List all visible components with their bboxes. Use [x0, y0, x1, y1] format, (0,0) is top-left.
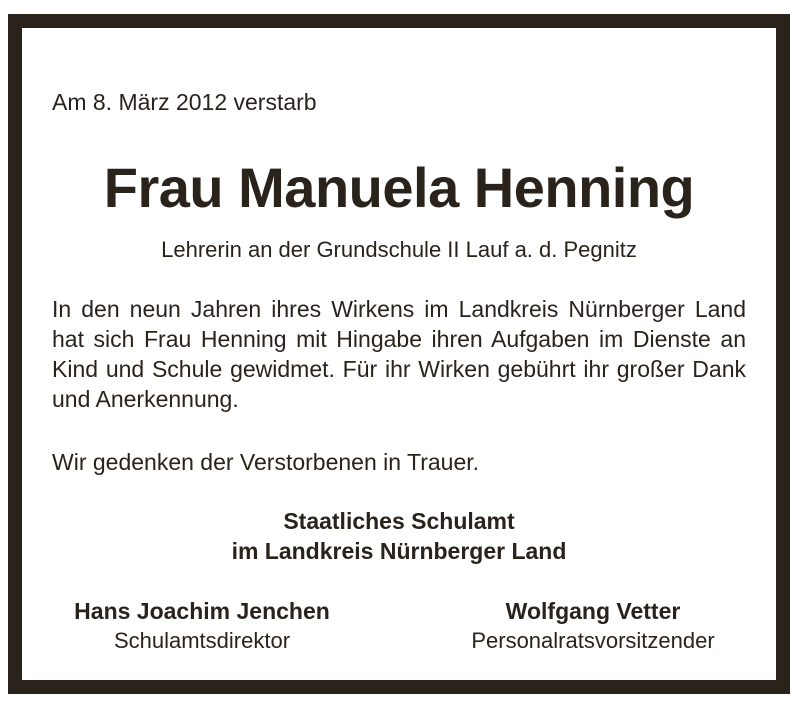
notice-frame [8, 14, 790, 694]
deceased-name: Frau Manuela Henning [103, 156, 695, 219]
tribute-line: Land hat sich Frau Henning mit Hingabe ihren Aufgaben im [52, 296, 746, 352]
signatory-name: Wolfgang Vetter [505, 598, 681, 624]
signatory-name: Hans Joachim Jenchen [74, 598, 330, 624]
signatory-left [52, 596, 352, 656]
tribute-line: In den neun Jahren ihres Wirkens im Landkreis Nürnberger [52, 296, 695, 322]
tribute-line: Dienste an Kind und Schule gewidmet. Für ihr Wirken [52, 326, 746, 382]
signatory-title: Schulamtsdirektor [113, 628, 291, 653]
signatory-right [438, 596, 748, 656]
intro-line: Am 8. März 2012 verstarb [52, 89, 317, 115]
signatory-title: Personalratsvorsitzender [471, 628, 715, 653]
authority-line: Staatliches Schulamt [283, 508, 515, 534]
authority-line: im Landkreis Nürnberger Land [231, 538, 567, 564]
memorial-line: Wir gedenken der Verstorbenen in Trauer. [52, 449, 480, 475]
tribute-line: gebührt ihr großer Dank und Anerkennung. [52, 356, 746, 412]
issuing-authority [22, 506, 776, 566]
deceased-role: Lehrerin an der Grundschule II Lauf a. d. Pegnitz [161, 237, 637, 262]
tribute-paragraph [52, 294, 746, 414]
